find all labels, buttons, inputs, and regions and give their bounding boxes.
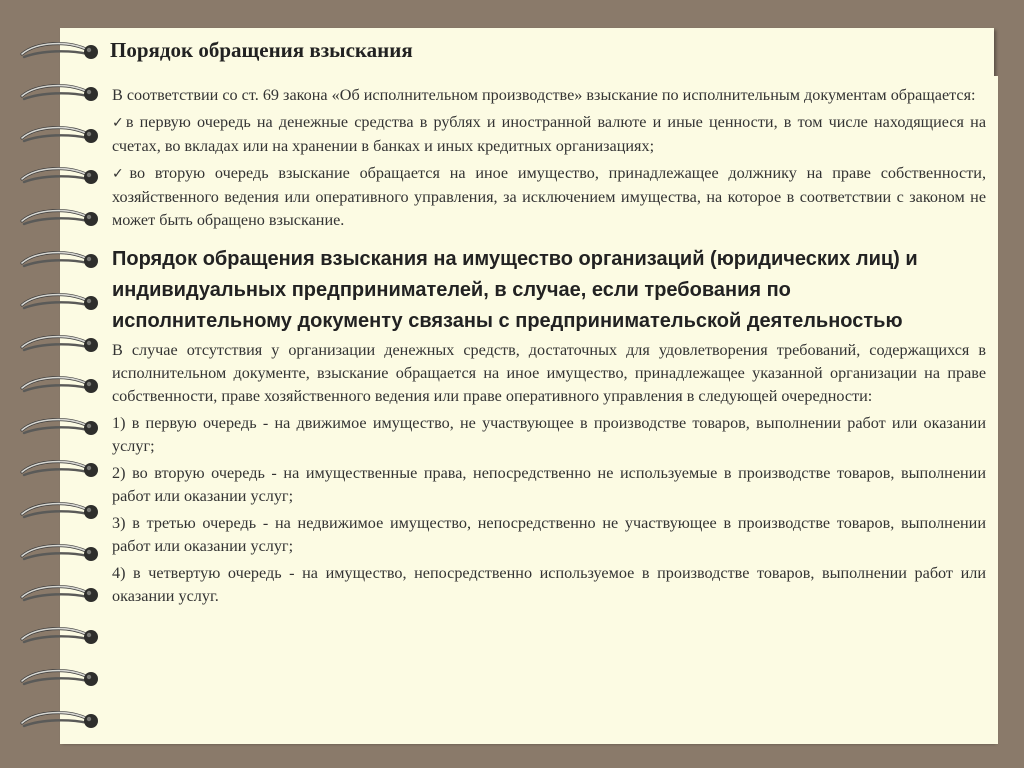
checkmark-icon: ✓ [112, 115, 126, 131]
binding-ring-icon [18, 709, 102, 733]
binding-ring-icon [18, 249, 102, 273]
section-heading: Порядок обращения взыскания на имущество организаций (юридических лиц) и индивидуальных предпринимателей, в случае, если требования по исполнительному документу связаны с предпринимательской деятельностью [112, 248, 918, 332]
binding-ring-icon [18, 40, 102, 64]
bullet-item [112, 111, 986, 158]
section-intro-paragraph: В случае отсутствия у организации денежных средств, достаточных для удовлетворения требований, содержащихся в исполнительном документе, взыскание обращается на иное имущество, принадлежащее указанной организации на праве собственности, праве хозяйственного ведения или праве оперативного управления в следующей очередности: [112, 341, 986, 405]
binding-ring-icon [18, 374, 102, 398]
bullet-item [112, 162, 986, 232]
binding-ring-icon [18, 500, 102, 524]
binding-ring-icon [18, 458, 102, 482]
binding-ring-icon [18, 583, 102, 607]
priority-item: 3) в третью очередь - на недвижимое имущество, непосредственно не участвующее в производстве товаров, выполнении работ или оказании услуг; [112, 514, 986, 555]
binding-ring-icon [18, 82, 102, 106]
slide-content [112, 84, 986, 612]
checkmark-icon: ✓ [112, 166, 130, 182]
binding-ring-icon [18, 333, 102, 357]
binding-ring-icon [18, 416, 102, 440]
binding-ring-icon [18, 667, 102, 691]
binding-ring-icon [18, 542, 102, 566]
binding-ring-icon [18, 291, 102, 315]
slide-title: Порядок обращения взыскания [110, 38, 413, 62]
priority-item: 4) в четвертую очередь - на имущество, непосредственно используемое в производстве товаров, выполнении работ или оказании услуг. [112, 564, 986, 605]
binding-ring-icon [18, 625, 102, 649]
intro-paragraph: В соответствии со ст. 69 закона «Об исполнительном производстве» взыскание по исполнительным документам обращается: [112, 86, 976, 104]
binding-ring-icon [18, 165, 102, 189]
priority-item: 1) в первую очередь - на движимое имущество, не участвующее в производстве товаров, выполнении работ или оказании услуг; [112, 414, 986, 455]
bullet-text: во вторую очередь взыскание обращается на иное имущество, принадлежащее должнику на праве собственности, хозяйственного ведения или оперативного управления, за исключением имущества, на которое в соответствии с законом не может быть обращено взыскание. [112, 164, 987, 229]
binding-ring-icon [18, 124, 102, 148]
priority-item: 2) во вторую очередь - на имущественные права, непосредственно не используемые в производстве товаров, выполнении работ или оказании услуг; [112, 464, 986, 505]
binding-ring-icon [18, 207, 102, 231]
bullet-text: в первую очередь на денежные средства в рублях и иностранной валюте и иные ценности, в том числе находящиеся на счетах, во вкладах или на хранении в банках и иных кредитных организациях; [112, 113, 986, 155]
